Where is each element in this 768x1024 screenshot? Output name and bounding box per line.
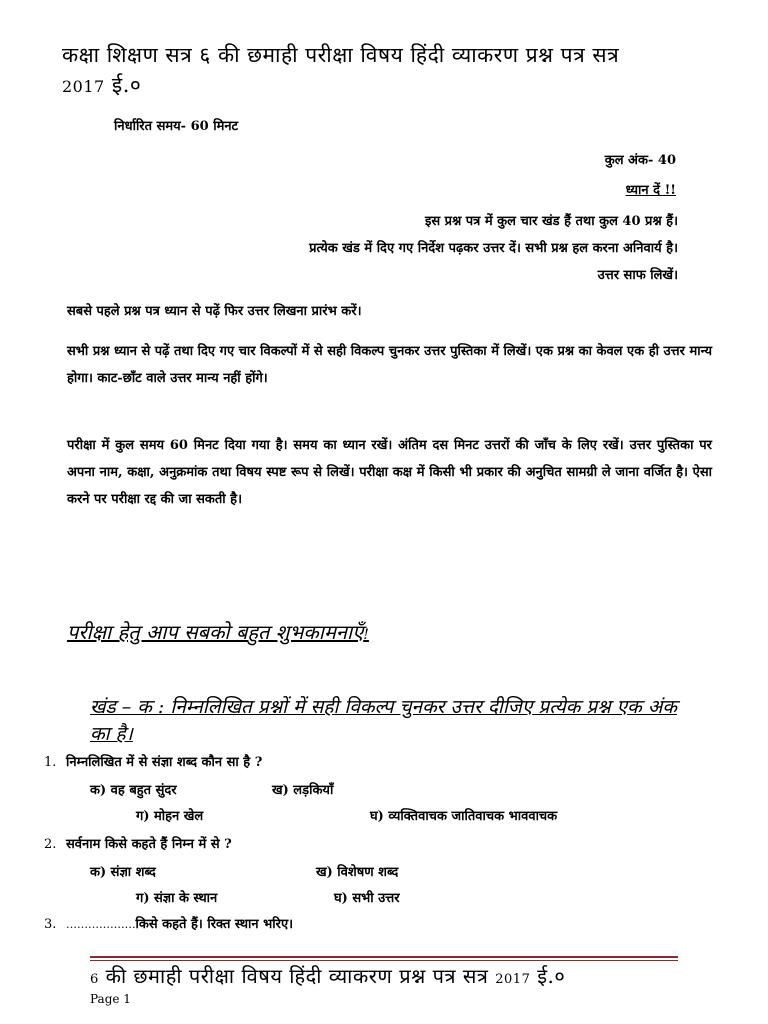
time-allowed: निर्धारित समय- 60 मिनट: [114, 119, 239, 134]
best-wishes: [67, 618, 369, 645]
page-number: Page 1: [90, 992, 131, 1006]
title-year: 2017: [62, 77, 105, 96]
total-marks: कुल अंक- 40: [604, 153, 676, 168]
title-year-suffix: ई.०: [111, 73, 142, 97]
page-footer: [90, 962, 690, 989]
question-1: [44, 752, 262, 770]
question-3: [44, 914, 293, 932]
question-option: क) वह बहुत सुंदर: [90, 783, 177, 798]
question-option: घ) सभी उत्तर: [334, 891, 400, 906]
footer-divider-thin: [90, 960, 678, 961]
section-heading-text: खंड – क : निम्नलिखित प्रश्नों में सही विकल्प चुनकर उत्तर दीजिए: [90, 696, 533, 718]
section-heading-rest: प्रत्येक प्रश्न एक अंक का है।: [90, 696, 677, 745]
question-text: निम्नलिखित में से संज्ञा शब्द कौन सा है ?: [66, 755, 263, 770]
footer-divider: [90, 956, 678, 958]
instruction-line: उत्तर साफ लिखें।: [597, 268, 678, 283]
question-2: [44, 834, 232, 852]
question-option: ग) मोहन खेल: [136, 809, 204, 824]
footer-number: 6: [90, 972, 99, 987]
footer-text: की छमाही परीक्षा विषय हिंदी व्याकरण प्रश्न पत्र सत्र: [105, 964, 489, 988]
question-text: सर्वनाम किसे कहते हैं निम्न में से ?: [66, 837, 232, 852]
question-number: 2.: [44, 837, 57, 852]
question-option: ग) संज्ञा के स्थान: [136, 891, 218, 906]
question-option: ख) लड़कियाँ: [272, 783, 334, 798]
question-text: किसे कहते हैं। रिक्त स्थान भरिए।: [135, 917, 294, 932]
wish-mark: !: [363, 627, 369, 643]
title-subject: की छमाही परीक्षा विषय हिंदी व्याकरण प्रश्न पत्र सत्र: [218, 43, 620, 67]
question-option: घ) व्यक्तिवाचक जातिवाचक भाववाचक: [370, 809, 558, 824]
section-heading: [90, 694, 690, 748]
instruction-line: इस प्रश्न पत्र में कुल चार खंड हैं तथा कुल 40 प्रश्न हैं।: [424, 214, 678, 229]
wish-text: परीक्षा हेतु आप सबको बहुत शुभकामनाएँ: [67, 620, 364, 644]
instruction-line: प्रत्येक खंड में दिए गए निर्देश पढ़कर उत्तर दें। सभी प्रश्न हल करना अनिवार्य है।: [309, 241, 678, 256]
question-number: 3.: [44, 917, 57, 932]
question-blank: ……………….: [66, 918, 136, 931]
question-number: 1.: [44, 755, 57, 770]
question-option: क) संज्ञा शब्द: [90, 865, 156, 880]
footer-year: 2017: [495, 972, 531, 987]
paragraph: सभी प्रश्न ध्यान से पढ़ें तथा दिए गए चार विकल्पों में से सही विकल्प चुनकर उत्तर पुस्तिका में लिखें। एक प्रश्न का केवल एक ही उत्तर मान्य होगा। काट-छाँट वाले उत्तर मान्य नहीं होंगे।: [67, 344, 712, 386]
paragraph: सबसे पहले प्रश्न पत्र ध्यान से पढ़ें फिर उत्तर लिखना प्रारंभ करें।: [67, 304, 362, 319]
document-title: [62, 40, 722, 102]
title-text: कक्षा शिक्षण सत्र ६: [62, 43, 211, 67]
note-label: ध्यान दें !!: [625, 183, 676, 198]
question-option: ख) विशेषण शब्द: [316, 865, 399, 880]
instructions: [108, 208, 678, 289]
paragraph: परीक्षा में कुल समय 60 मिनट दिया गया है। समय का ध्यान रखें। अंतिम दस मिनट उत्तरों की जाँच के लिए रखें। उत्तर पुस्तिका पर अपना नाम, कक्षा, अनुक्रमांक तथा विषय स्पष्ट रूप से लिखें। परीक्षा कक्ष में किसी भी प्रकार की अनुचित सामग्री ले जाना वर्जित है। ऐसा करने पर परीक्षा रद्द की जा सकती है।: [67, 438, 712, 507]
footer-year-suffix: ई.०: [537, 964, 566, 988]
